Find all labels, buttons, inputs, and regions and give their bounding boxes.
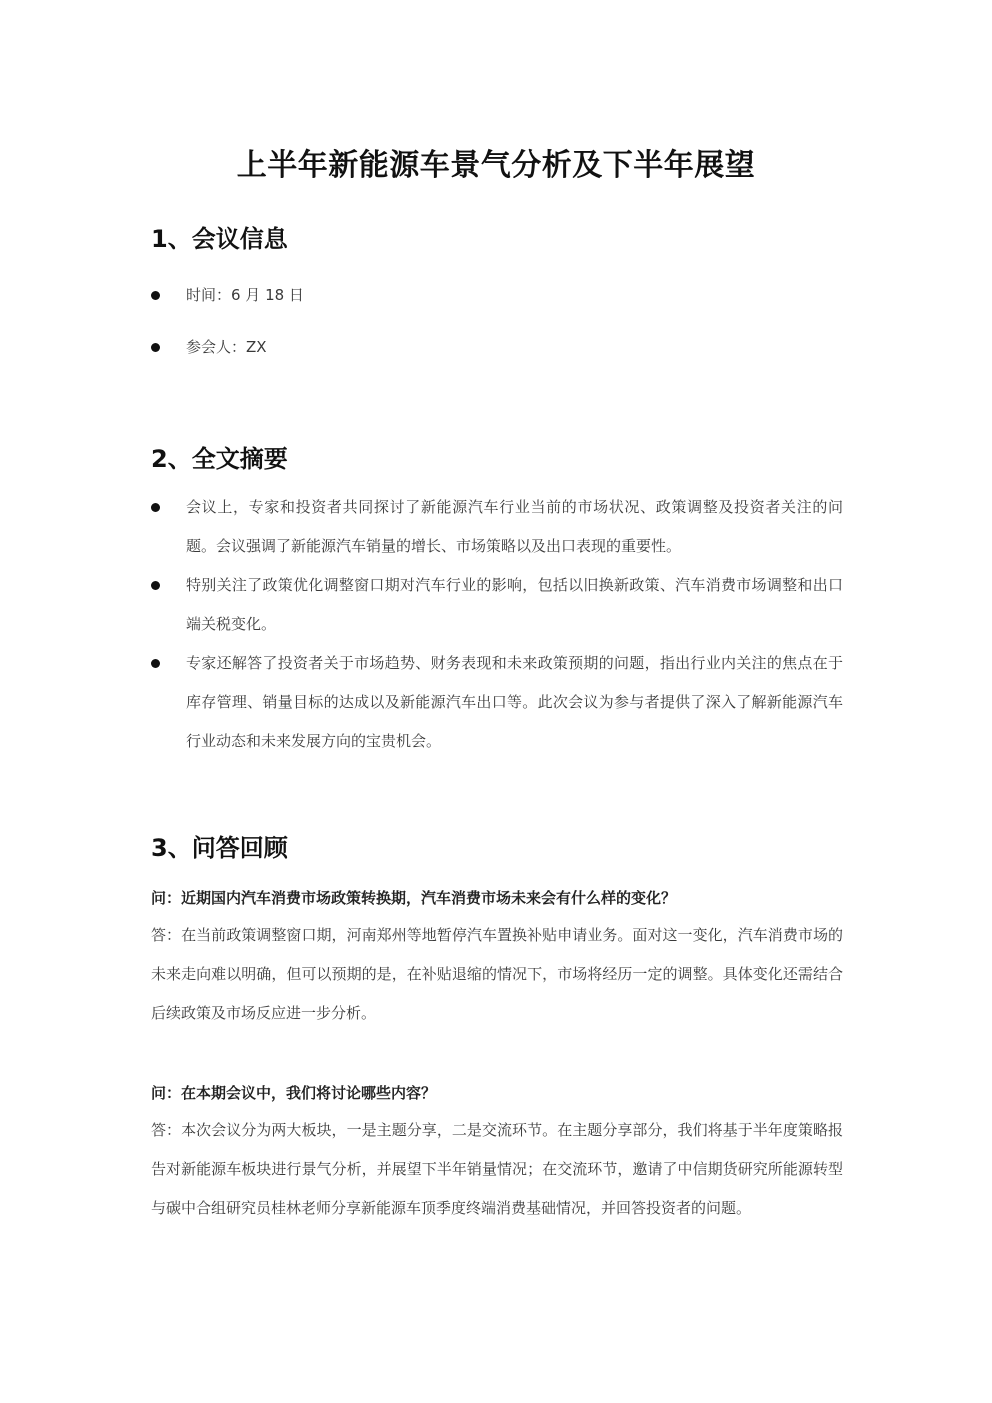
section-heading-qa: 3、问答回顾 [151,834,288,862]
meeting-attendee: 参会人：ZX [186,338,267,356]
bullet-icon [151,581,160,590]
summary-point: 会议上，专家和投资者共同探讨了新能源汽车行业当前的市场状况、政策调整及投资者关注的问题。会议强调了新能源汽车销量的增长、市场策略以及出口表现的重要性。 [186,498,843,555]
bullet-icon [151,291,160,300]
list-item [151,276,843,315]
summary-point: 特别关注了政策优化调整窗口期对汽车行业的影响，包括以旧换新政策、汽车消费市场调整和出口端关税变化。 [186,576,843,633]
bullet-icon [151,503,160,512]
answer: 答：本次会议分为两大板块，一是主题分享，二是交流环节。在主题分享部分，我们将基于半年度策略报告对新能源车板块进行景气分析，并展望下半年销量情况；在交流环节，邀请了中信期货研究所能源转型与碳中合组研究员桂林老师分享新能源车顶季度终端消费基础情况，并回答投资者的问题。 [151,1121,843,1217]
list-item [151,566,843,644]
summary-point: 专家还解答了投资者关于市场趋势、财务表现和未来政策预期的问题，指出行业内关注的焦点在于库存管理、销量目标的达成以及新能源汽车出口等。此次会议为参与者提供了深入了解新能源汽车行业动态和未来发展方向的宝贵机会。 [186,654,843,750]
document-title: 上半年新能源车景气分析及下半年展望 [236,148,756,183]
list-item [151,328,843,367]
bullet-icon [151,659,160,668]
answer: 答：在当前政策调整窗口期，河南郑州等地暂停汽车置换补贴申请业务。面对这一变化，汽车消费市场的未来走向难以明确，但可以预期的是，在补贴退缩的情况下，市场将经历一定的调整。具体变化还需结合后续政策及市场反应进一步分析。 [151,926,843,1022]
question: 问：近期国内汽车消费市场政策转换期，汽车消费市场未来会有什么样的变化？ [151,889,677,907]
list-item [151,488,843,566]
section-heading-meeting-info: 1、会议信息 [151,225,288,253]
list-item [151,644,843,761]
section-heading-summary: 2、全文摘要 [151,445,288,473]
bullet-icon [151,343,160,352]
meeting-time: 时间：6 月 18 日 [186,286,304,304]
question: 问：在本期会议中，我们将讨论哪些内容？ [151,1084,437,1102]
